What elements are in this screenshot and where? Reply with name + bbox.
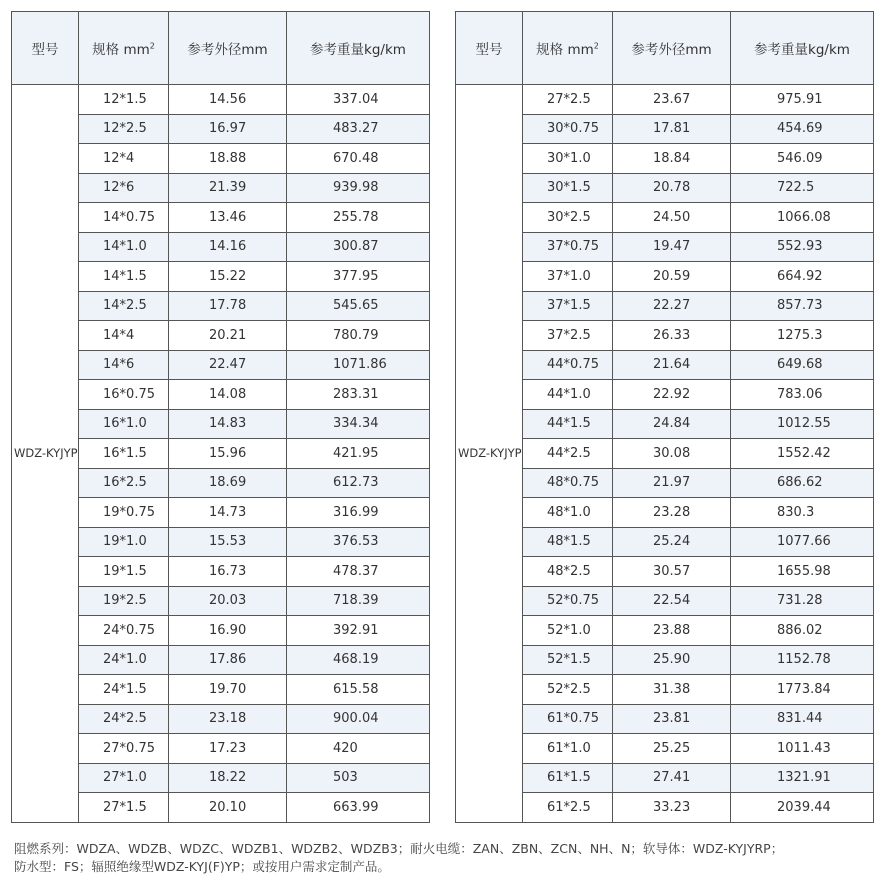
spec-cell: 12*6 (79, 173, 169, 203)
weight-cell: 1066.08 (731, 203, 874, 233)
outer-diameter-cell: 16.90 (169, 616, 287, 646)
spec-cell: 30*0.75 (523, 114, 613, 144)
weight-cell: 831.44 (731, 704, 874, 734)
weight-cell: 546.09 (731, 144, 874, 174)
outer-diameter-cell: 25.25 (613, 734, 731, 764)
outer-diameter-cell: 23.67 (613, 85, 731, 115)
table-row (456, 85, 874, 115)
footer-line-2: 防水型：FS；辐照绝缘型WDZ-KYJ(F)YP；或按用户需求定制产品。 (14, 859, 390, 874)
header-spec (79, 12, 169, 85)
header-spec-superscript: 2 (593, 41, 599, 51)
weight-cell: 300.87 (287, 232, 430, 262)
outer-diameter-cell: 22.54 (613, 586, 731, 616)
weight-cell: 545.65 (287, 291, 430, 321)
outer-diameter-cell: 25.24 (613, 527, 731, 557)
weight-cell: 830.3 (731, 498, 874, 528)
weight-cell: 334.34 (287, 409, 430, 439)
spec-cell: 14*4 (79, 321, 169, 351)
spec-cell: 27*0.75 (79, 734, 169, 764)
spec-cell: 16*1.0 (79, 409, 169, 439)
footer-line-1: 阻燃系列：WDZA、WDZB、WDZC、WDZB1、WDZB2、WDZB3；耐火电缆：ZAN、ZBN、ZCN、NH、N；软导体：WDZ-KYJYRP； (14, 841, 784, 856)
weight-cell: 2039.44 (731, 793, 874, 823)
outer-diameter-cell: 22.92 (613, 380, 731, 410)
outer-diameter-cell: 23.81 (613, 704, 731, 734)
weight-cell: 552.93 (731, 232, 874, 262)
spec-cell: 27*1.5 (79, 793, 169, 823)
weight-cell: 283.31 (287, 380, 430, 410)
weight-cell: 420 (287, 734, 430, 764)
weight-cell: 722.5 (731, 173, 874, 203)
weight-cell: 857.73 (731, 291, 874, 321)
spec-cell: 30*1.0 (523, 144, 613, 174)
spec-cell: 44*0.75 (523, 350, 613, 380)
weight-cell: 615.58 (287, 675, 430, 705)
outer-diameter-cell: 15.22 (169, 262, 287, 292)
weight-cell: 316.99 (287, 498, 430, 528)
spec-cell: 24*2.5 (79, 704, 169, 734)
header-spec-label: 规格 mm (92, 42, 150, 58)
outer-diameter-cell: 22.27 (613, 291, 731, 321)
outer-diameter-cell: 18.84 (613, 144, 731, 174)
spec-cell: 48*2.5 (523, 557, 613, 587)
outer-diameter-cell: 18.22 (169, 763, 287, 793)
header-spec-label: 规格 mm (536, 42, 594, 58)
outer-diameter-cell: 20.03 (169, 586, 287, 616)
weight-cell: 337.04 (287, 85, 430, 115)
weight-cell: 900.04 (287, 704, 430, 734)
weight-cell: 454.69 (731, 114, 874, 144)
spec-cell: 19*0.75 (79, 498, 169, 528)
outer-diameter-cell: 19.70 (169, 675, 287, 705)
spec-cell: 48*1.0 (523, 498, 613, 528)
weight-cell: 1071.86 (287, 350, 430, 380)
spec-cell: 61*1.0 (523, 734, 613, 764)
table-header-row (456, 12, 874, 85)
outer-diameter-cell: 17.78 (169, 291, 287, 321)
outer-diameter-cell: 16.97 (169, 114, 287, 144)
weight-cell: 718.39 (287, 586, 430, 616)
spec-cell: 48*0.75 (523, 468, 613, 498)
weight-cell: 392.91 (287, 616, 430, 646)
header-outer-diameter: 参考外径mm (169, 12, 287, 85)
outer-diameter-cell: 24.50 (613, 203, 731, 233)
table-body (456, 85, 874, 823)
outer-diameter-cell: 20.21 (169, 321, 287, 351)
outer-diameter-cell: 25.90 (613, 645, 731, 675)
header-outer-diameter: 参考外径mm (613, 12, 731, 85)
spec-cell: 52*0.75 (523, 586, 613, 616)
spec-cell: 14*0.75 (79, 203, 169, 233)
header-spec (523, 12, 613, 85)
header-spec-superscript: 2 (149, 41, 155, 51)
spec-cell: 16*1.5 (79, 439, 169, 469)
weight-cell: 975.91 (731, 85, 874, 115)
spec-cell: 19*1.5 (79, 557, 169, 587)
weight-cell: 780.79 (287, 321, 430, 351)
weight-cell: 1011.43 (731, 734, 874, 764)
outer-diameter-cell: 21.64 (613, 350, 731, 380)
weight-cell: 1773.84 (731, 675, 874, 705)
weight-cell: 468.19 (287, 645, 430, 675)
weight-cell: 939.98 (287, 173, 430, 203)
spec-cell: 61*1.5 (523, 763, 613, 793)
outer-diameter-cell: 18.69 (169, 468, 287, 498)
outer-diameter-cell: 27.41 (613, 763, 731, 793)
spec-cell: 14*1.5 (79, 262, 169, 292)
spec-cell: 14*6 (79, 350, 169, 380)
outer-diameter-cell: 30.08 (613, 439, 731, 469)
spec-cell: 44*2.5 (523, 439, 613, 469)
outer-diameter-cell: 20.78 (613, 173, 731, 203)
weight-cell: 478.37 (287, 557, 430, 587)
weight-cell: 1012.55 (731, 409, 874, 439)
outer-diameter-cell: 14.73 (169, 498, 287, 528)
outer-diameter-cell: 23.18 (169, 704, 287, 734)
weight-cell: 1077.66 (731, 527, 874, 557)
outer-diameter-cell: 21.97 (613, 468, 731, 498)
spec-cell: 24*0.75 (79, 616, 169, 646)
spec-cell: 61*2.5 (523, 793, 613, 823)
outer-diameter-cell: 14.08 (169, 380, 287, 410)
spec-cell: 14*2.5 (79, 291, 169, 321)
header-model: 型号 (12, 12, 79, 85)
spec-cell: 14*1.0 (79, 232, 169, 262)
outer-diameter-cell: 19.47 (613, 232, 731, 262)
outer-diameter-cell: 30.57 (613, 557, 731, 587)
header-model: 型号 (456, 12, 523, 85)
spec-cell: 19*2.5 (79, 586, 169, 616)
outer-diameter-cell: 17.86 (169, 645, 287, 675)
spec-cell: 52*1.5 (523, 645, 613, 675)
spec-cell: 61*0.75 (523, 704, 613, 734)
table-row (12, 85, 430, 115)
spec-cell: 37*0.75 (523, 232, 613, 262)
weight-cell: 1321.91 (731, 763, 874, 793)
outer-diameter-cell: 16.73 (169, 557, 287, 587)
table-body (12, 85, 430, 823)
outer-diameter-cell: 20.10 (169, 793, 287, 823)
outer-diameter-cell: 15.53 (169, 527, 287, 557)
outer-diameter-cell: 33.23 (613, 793, 731, 823)
outer-diameter-cell: 23.28 (613, 498, 731, 528)
spec-cell: 12*2.5 (79, 114, 169, 144)
spec-cell: 12*4 (79, 144, 169, 174)
footer-note (14, 840, 874, 876)
spec-cell: 52*1.0 (523, 616, 613, 646)
model-cell: WDZ-KYJYP (12, 85, 79, 823)
spec-cell: 16*2.5 (79, 468, 169, 498)
outer-diameter-cell: 13.46 (169, 203, 287, 233)
spec-cell: 27*2.5 (523, 85, 613, 115)
outer-diameter-cell: 18.88 (169, 144, 287, 174)
spec-table-left (11, 11, 430, 823)
spec-cell: 27*1.0 (79, 763, 169, 793)
weight-cell: 377.95 (287, 262, 430, 292)
outer-diameter-cell: 26.33 (613, 321, 731, 351)
outer-diameter-cell: 23.88 (613, 616, 731, 646)
spec-cell: 16*0.75 (79, 380, 169, 410)
outer-diameter-cell: 17.23 (169, 734, 287, 764)
outer-diameter-cell: 14.56 (169, 85, 287, 115)
spec-cell: 19*1.0 (79, 527, 169, 557)
outer-diameter-cell: 22.47 (169, 350, 287, 380)
spec-cell: 30*2.5 (523, 203, 613, 233)
table-header-row (12, 12, 430, 85)
spec-cell: 30*1.5 (523, 173, 613, 203)
weight-cell: 783.06 (731, 380, 874, 410)
weight-cell: 612.73 (287, 468, 430, 498)
outer-diameter-cell: 20.59 (613, 262, 731, 292)
weight-cell: 1275.3 (731, 321, 874, 351)
spec-cell: 44*1.5 (523, 409, 613, 439)
header-weight: 参考重量kg/km (731, 12, 874, 85)
weight-cell: 1552.42 (731, 439, 874, 469)
weight-cell: 421.95 (287, 439, 430, 469)
spec-cell: 24*1.5 (79, 675, 169, 705)
weight-cell: 649.68 (731, 350, 874, 380)
weight-cell: 1655.98 (731, 557, 874, 587)
weight-cell: 731.28 (731, 586, 874, 616)
outer-diameter-cell: 14.16 (169, 232, 287, 262)
spec-cell: 24*1.0 (79, 645, 169, 675)
outer-diameter-cell: 15.96 (169, 439, 287, 469)
weight-cell: 886.02 (731, 616, 874, 646)
outer-diameter-cell: 21.39 (169, 173, 287, 203)
weight-cell: 255.78 (287, 203, 430, 233)
spec-cell: 52*2.5 (523, 675, 613, 705)
spec-cell: 37*2.5 (523, 321, 613, 351)
header-weight: 参考重量kg/km (287, 12, 430, 85)
spec-cell: 37*1.0 (523, 262, 613, 292)
spec-cell: 44*1.0 (523, 380, 613, 410)
weight-cell: 664.92 (731, 262, 874, 292)
weight-cell: 670.48 (287, 144, 430, 174)
spec-cell: 12*1.5 (79, 85, 169, 115)
weight-cell: 1152.78 (731, 645, 874, 675)
outer-diameter-cell: 14.83 (169, 409, 287, 439)
weight-cell: 686.62 (731, 468, 874, 498)
weight-cell: 663.99 (287, 793, 430, 823)
weight-cell: 483.27 (287, 114, 430, 144)
spec-cell: 48*1.5 (523, 527, 613, 557)
weight-cell: 503 (287, 763, 430, 793)
outer-diameter-cell: 17.81 (613, 114, 731, 144)
weight-cell: 376.53 (287, 527, 430, 557)
outer-diameter-cell: 31.38 (613, 675, 731, 705)
spec-cell: 37*1.5 (523, 291, 613, 321)
spec-table-right (455, 11, 874, 823)
outer-diameter-cell: 24.84 (613, 409, 731, 439)
model-cell: WDZ-KYJYP (456, 85, 523, 823)
